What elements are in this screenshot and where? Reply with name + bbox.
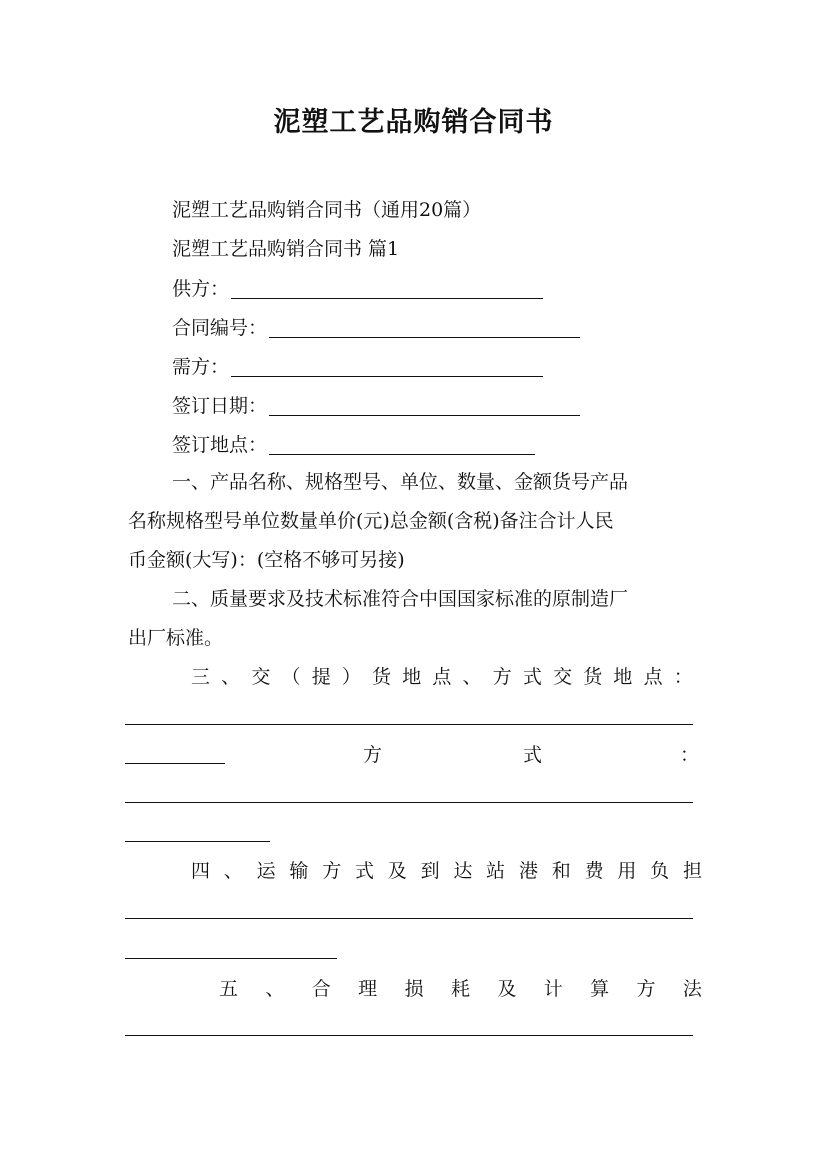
clause-4-char: 输 [289, 860, 309, 882]
clause-5-char: 、 [265, 978, 285, 1000]
clause-4-char: 四 [191, 860, 211, 882]
section-heading: 泥塑工艺品购销合同书 篇1 [172, 238, 400, 260]
blank-line [125, 1035, 693, 1036]
contract-no-field [172, 319, 580, 338]
supplier-field [172, 280, 543, 299]
blank-line [125, 958, 337, 959]
clause-4-char: 用 [617, 860, 637, 882]
clause-4-char: 负 [650, 860, 670, 882]
sign-date-field [172, 397, 580, 416]
clause-5-char: 合 [311, 978, 331, 1000]
clause-4-char: 担 [682, 860, 702, 882]
blank-line [125, 841, 270, 842]
method-char: ： [680, 744, 700, 766]
clause-2 [128, 580, 702, 658]
clause-4-char: 到 [420, 860, 440, 882]
clause-3-char: 式 [522, 666, 542, 688]
clause-3-char: ） [341, 666, 361, 688]
clause-5-char: 算 [590, 978, 610, 1000]
sign-date-label: 签订日期： [172, 395, 268, 417]
buyer-field [172, 358, 543, 377]
clause-3-char: 提 [311, 666, 331, 688]
clause-4-char: 及 [387, 860, 407, 882]
blank-line [125, 918, 693, 919]
supplier-blank [231, 282, 543, 299]
clause-5-char: 计 [543, 978, 563, 1000]
contract-no-label: 合同编号： [172, 317, 268, 339]
clause-3-char: 交 [251, 666, 271, 688]
blank-line [125, 724, 693, 725]
clause-3-heading [191, 668, 693, 687]
clause-3-char: （ [281, 666, 301, 688]
blank-line [125, 802, 693, 803]
sign-place-blank [269, 438, 535, 455]
clause-1 [128, 463, 702, 580]
clause-5-char: 损 [404, 978, 424, 1000]
document-title: 泥塑工艺品购销合同书 [273, 107, 554, 138]
buyer-blank [231, 360, 543, 377]
clause-3-char: 点 [643, 666, 663, 688]
document-subtitle: 泥塑工艺品购销合同书（通用20篇） [172, 199, 482, 221]
clause-4-char: 运 [256, 860, 276, 882]
blank-line [125, 763, 225, 764]
clause-5-char: 五 [219, 978, 239, 1000]
sign-place-field [172, 436, 535, 455]
clause-4-char: 式 [354, 860, 374, 882]
clause-1-line-1: 一、产品名称、规格型号、单位、数量、金额货号产品 [172, 471, 629, 493]
sign-place-label: 签订地点： [172, 434, 268, 456]
clause-3-char: 点 [432, 666, 452, 688]
contract-no-blank [269, 321, 580, 338]
clause-3-char: 方 [492, 666, 512, 688]
clause-5-char: 法 [682, 978, 702, 1000]
clause-3-char: 货 [583, 666, 603, 688]
clause-1-line-2: 名称规格型号单位数量单价(元)总金额(含税)备注合计人民 [128, 510, 614, 532]
clause-3-char: ： [673, 666, 693, 688]
clause-4-char: 和 [551, 860, 571, 882]
clause-5-char: 耗 [450, 978, 470, 1000]
clause-3-char: 三 [191, 666, 211, 688]
clause-3-char: 地 [402, 666, 422, 688]
clause-3-char: 交 [553, 666, 573, 688]
clause-4-char: 方 [322, 860, 342, 882]
clause-2-line-2: 出厂标准。 [128, 627, 224, 649]
supplier-label: 供方： [172, 278, 230, 300]
sign-date-blank [269, 399, 580, 416]
clause-4-char: 费 [584, 860, 604, 882]
clause-3-char: 、 [221, 666, 241, 688]
clause-1-line-3: 币金额(大写)：(空格不够可另接) [128, 549, 405, 571]
clause-3-char: 地 [613, 666, 633, 688]
clause-4-heading [191, 862, 702, 881]
clause-5-heading [219, 980, 702, 999]
clause-3-char: 货 [372, 666, 392, 688]
clause-2-line-1: 二、质量要求及技术标准符合中国国家标准的原制造厂 [172, 588, 629, 610]
clause-4-char: 港 [518, 860, 538, 882]
method-char: 式 [523, 744, 543, 766]
clause-4-char: 达 [453, 860, 473, 882]
clause-4-char: 站 [486, 860, 506, 882]
method-char: 方 [363, 744, 383, 766]
clause-4-char: 、 [223, 860, 243, 882]
clause-5-char: 方 [636, 978, 656, 1000]
clause-3-char: 、 [462, 666, 482, 688]
clause-5-char: 及 [497, 978, 517, 1000]
clause-5-char: 理 [358, 978, 378, 1000]
buyer-label: 需方： [172, 356, 230, 378]
